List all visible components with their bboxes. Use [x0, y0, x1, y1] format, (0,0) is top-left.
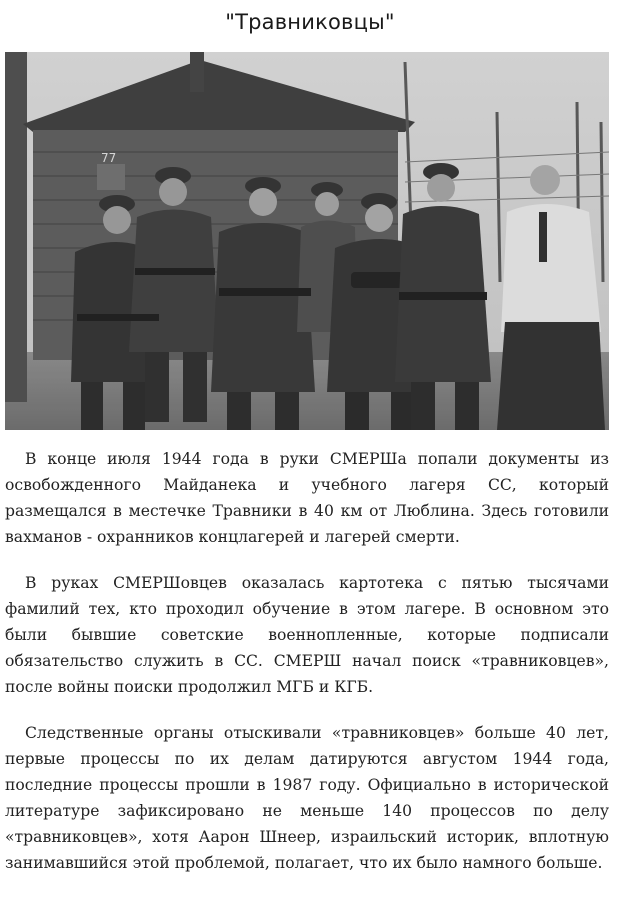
historical-photo [5, 52, 609, 430]
door-mark: 77 [101, 151, 117, 165]
paragraph-2: В руках СМЕРШовцев оказалась картотека с пятью тысячами фамилий тех, кто проходил обучение в этом лагере. В основном это были бывшие советские военнопленные, которые подписали обязательство служить в СС. СМЕРШ начал поиск «травниковцев», после войны поиски продолжил МГБ и КГБ. [5, 574, 609, 696]
paragraph-3: Следственные органы отыскивали «травниковцев» больше 40 лет, первые процессы по их делам датируются августом 1944 года, последние процессы прошли в 1987 году. Официально в исторической литературе зафиксировано не меньше 140 процессов по делу «травниковцев», хотя Аарон Шнеер, израильский историк, вплотную занимавшийся этой проблемой, полагает, что их было намного больше. [5, 724, 609, 872]
paragraph-1: В конце июля 1944 года в руки СМЕРШа попали документы из освобожденного Майданека и учебного лагеря СС, который размещался в местечке Травники в 40 км от Люблина. Здесь готовили вахманов - охранников концлагерей и лагерей смерти. [5, 450, 609, 546]
article-body [5, 446, 609, 896]
page-title: "Травниковцы" [225, 10, 395, 34]
